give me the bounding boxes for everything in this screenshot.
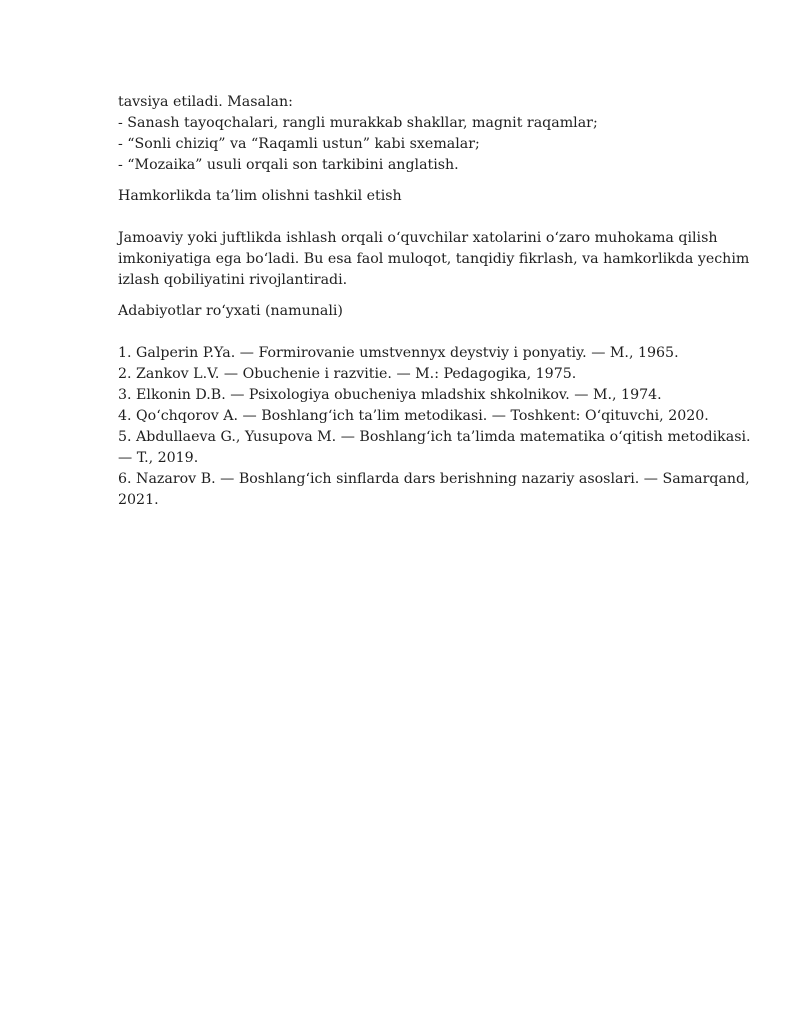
list-item: - Sanash tayoqchalari, rangli murakkab shakllar, magnit raqamlar; <box>118 115 598 131</box>
reference-item: 4. Qo‘chqorov A. — Boshlang‘ich ta’lim metodikasi. — Toshkent: O‘qituvchi, 2020. <box>118 408 709 424</box>
section-paragraph <box>118 228 750 291</box>
document-page <box>118 92 751 511</box>
reference-item: 5. Abdullaeva G., Yusupova M. — Boshlang‘ich ta’limda matematika o‘qitish metodikasi. <box>118 429 751 445</box>
paragraph-line: Jamoaviy yoki juftlikda ishlash orqali o‘quvchilar xatolarini o‘zaro muhokama qilish <box>118 230 718 246</box>
reference-item-continuation: 2021. <box>118 492 159 508</box>
reference-item-continuation: — T., 2019. <box>118 450 199 466</box>
references-list <box>118 343 751 511</box>
paragraph-line: imkoniyatiga ega bo‘ladi. Bu esa faol muloqot, tanqidiy fikrlash, va hamkorlikda yechim <box>118 251 750 267</box>
intro-line: tavsiya etiladi. Masalan: <box>118 94 293 110</box>
reference-item: 6. Nazarov B. — Boshlang‘ich sinflarda dars berishning nazariy asoslari. — Samarqand, <box>118 471 750 487</box>
reference-item: 3. Elkonin D.B. — Psixologiya obucheniya mladshix shkolnikov. — M., 1974. <box>118 387 662 403</box>
intro-paragraph <box>118 92 698 176</box>
paragraph-line: izlash qobiliyatini rivojlantiradi. <box>118 272 348 288</box>
reference-item: 1. Galperin P.Ya. — Formirovanie umstvennyx deystviy i ponyatiy. — M., 1965. <box>118 345 679 361</box>
list-item: - “Mozaika” usuli orqali son tarkibini anglatish. <box>118 157 459 173</box>
references-heading: Adabiyotlar ro‘yxati (namunali) <box>118 303 343 319</box>
list-item: - “Sonli chiziq” va “Raqamli ustun” kabi sxemalar; <box>118 136 480 152</box>
section-heading-hamkorlik: Hamkorlikda ta’lim olishni tashkil etish <box>118 188 402 204</box>
reference-item: 2. Zankov L.V. — Obuchenie i razvitie. — M.: Pedagogika, 1975. <box>118 366 577 382</box>
